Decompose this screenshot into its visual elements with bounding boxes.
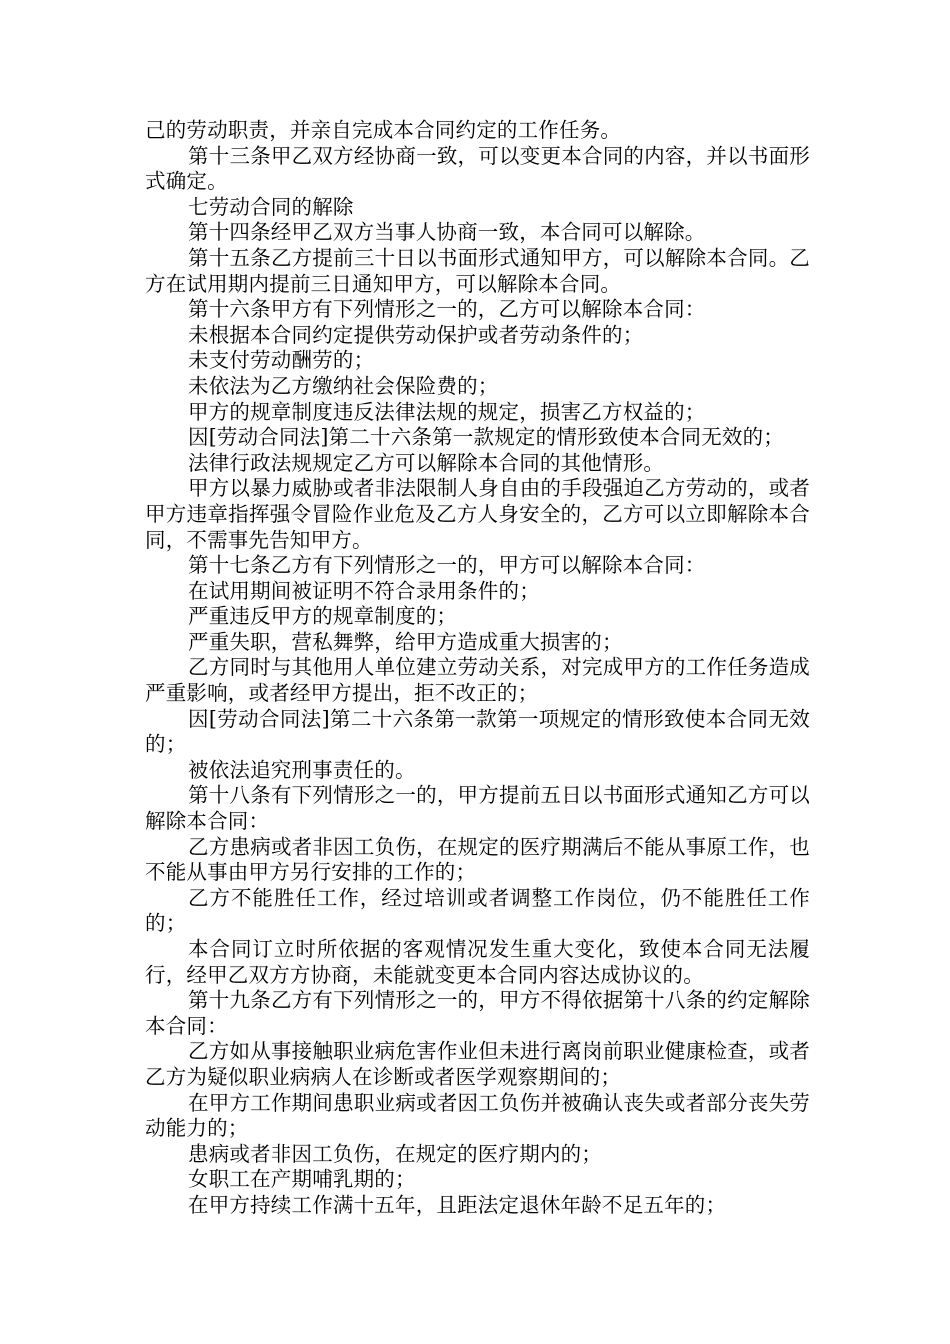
document-paragraph: 在甲方持续工作满十五年，且距法定退休年龄不足五年的； <box>188 1192 727 1217</box>
document-paragraph: 因[劳动合同法]第二十六条第一款第一项规定的情形致使本合同无效的； <box>145 706 810 757</box>
document-paragraph: 乙方不能胜任工作，经过培训或者调整工作岗位，仍不能胜任工作的； <box>145 885 810 936</box>
document-paragraph: 第十九条乙方有下列情形之一的，甲方不得依据第十八条的约定解除本合同： <box>145 988 810 1038</box>
document-paragraph: 未依法为乙方缴纳社会保险费的； <box>188 373 499 398</box>
document-paragraph: 法律行政法规规定乙方可以解除本合同的其他情形。 <box>188 450 665 475</box>
document-paragraph: 第十四条经甲乙双方当事人协商一致，本合同可以解除。 <box>188 220 706 245</box>
document-paragraph: 己的劳动职责，并亲自完成本合同约定的工作任务。 <box>145 118 622 142</box>
document-paragraph: 在甲方工作期间患职业病或者因工负伤并被确认丧失或者部分丧失劳动能力的； <box>145 1090 810 1141</box>
document-paragraph: 第十七条乙方有下列情形之一的，甲方可以解除本合同： <box>188 553 706 578</box>
document-paragraph: 甲方的规章制度违反法律法规的规定，损害乙方权益的； <box>188 399 706 424</box>
document-paragraph: 第十八条有下列情形之一的，甲方提前五日以书面形式通知乙方可以解除本合同： <box>145 783 810 834</box>
document-paragraph: 本合同订立时所依据的客观情况发生重大变化，致使本合同无法履行，经甲乙双方方协商，未能就变更本合同内容达成协议的。 <box>145 937 810 987</box>
document-paragraph: 乙方患病或者非因工负伤，在规定的医疗期满后不能从事原工作，也不能从事由甲方另行安排的工作的； <box>145 834 810 885</box>
document-paragraph: 未支付劳动酬劳的； <box>188 348 375 373</box>
document-paragraph: 患病或者非因工负伤，在规定的医疗期内的； <box>188 1141 602 1166</box>
document-paragraph: 严重失职，营私舞弊，给甲方造成重大损害的； <box>188 629 623 654</box>
document-paragraph: 乙方如从事接触职业病危害作业但未进行离岗前职业健康检查，或者乙方为疑似职业病病人在诊断或者医学观察期间的； <box>145 1039 810 1089</box>
document-paragraph: 乙方同时与其他用人单位建立劳动关系，对完成甲方的工作任务造成严重影响，或者经甲方提出，拒不改正的； <box>145 655 810 706</box>
document-paragraph: 第十三条甲乙双方经协商一致，可以变更本合同的内容，并以书面形式确定。 <box>145 143 810 194</box>
document-paragraph: 因[劳动合同法]第二十六条第一款规定的情形致使本合同无效的； <box>188 425 784 450</box>
document-paragraph: 甲方以暴力威胁或者非法限制人身自由的手段强迫乙方劳动的，或者甲方违章指挥强令冒险作业危及乙方人身安全的，乙方可以立即解除本合同，不需事先告知甲方。 <box>145 476 810 552</box>
document-paragraph: 被依法追究刑事责任的。 <box>188 757 416 782</box>
document-paragraph: 七劳动合同的解除 <box>188 194 354 219</box>
document-paragraph: 女职工在产期哺乳期的； <box>188 1167 416 1192</box>
document-page <box>145 118 810 1219</box>
document-paragraph: 第十六条甲方有下列情形之一的，乙方可以解除本合同： <box>188 297 706 322</box>
document-paragraph: 未根据本合同约定提供劳动保护或者劳动条件的； <box>188 322 644 347</box>
document-paragraph: 在试用期间被证明不符合录用条件的； <box>188 578 540 603</box>
document-paragraph: 第十五条乙方提前三十日以书面形式通知甲方，可以解除本合同。乙方在试用期内提前三日通知甲方，可以解除本合同。 <box>145 245 810 296</box>
document-paragraph: 严重违反甲方的规章制度的； <box>188 604 458 629</box>
